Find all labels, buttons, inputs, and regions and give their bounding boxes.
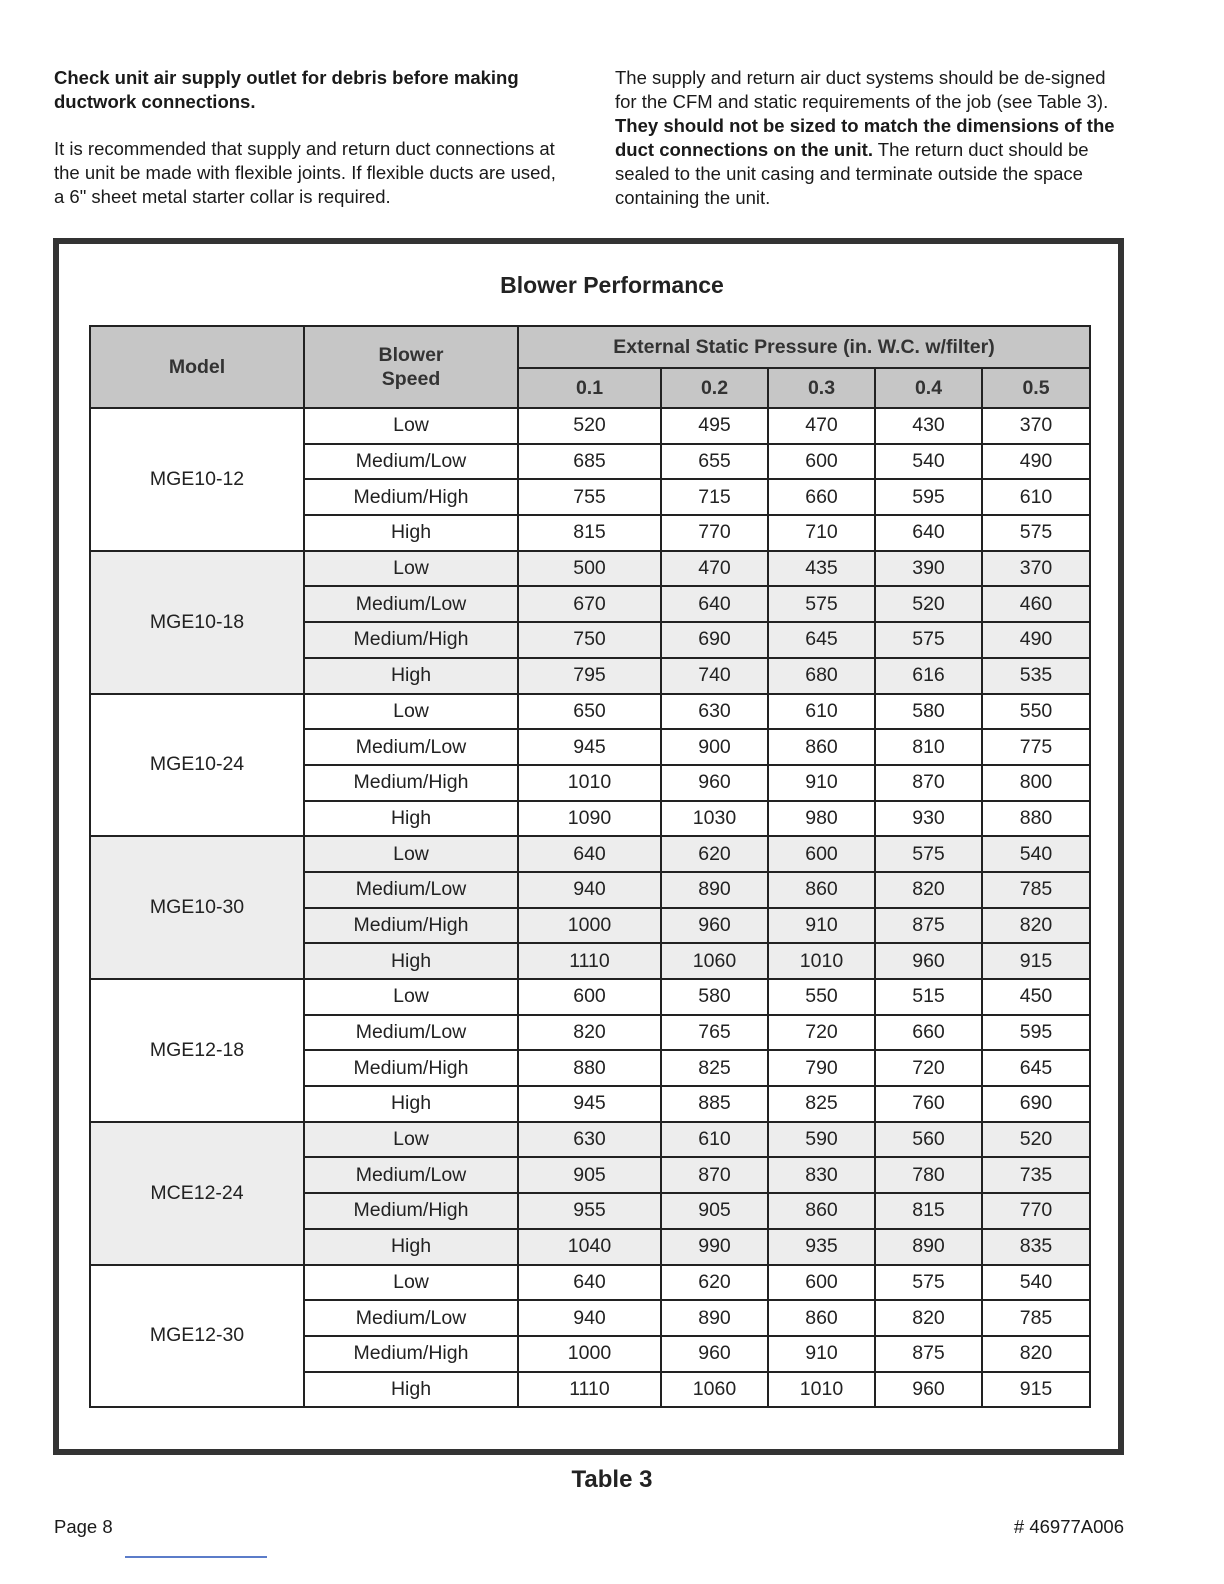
value-cell: 470 <box>768 408 875 444</box>
model-cell: MGE10-24 <box>90 694 304 837</box>
value-cell: 715 <box>661 479 768 515</box>
speed-cell: Low <box>304 836 518 872</box>
table-row <box>90 551 1090 587</box>
value-cell: 575 <box>875 1265 982 1301</box>
model-group-mge12-30 <box>90 1265 1090 1408</box>
value-cell: 1110 <box>518 1372 661 1408</box>
value-cell: 560 <box>875 1122 982 1158</box>
value-cell: 460 <box>982 586 1090 622</box>
table-row <box>90 979 1090 1015</box>
value-cell: 640 <box>661 586 768 622</box>
model-group-mce12-24 <box>90 1122 1090 1265</box>
speed-cell: Medium/High <box>304 908 518 944</box>
value-cell: 820 <box>982 908 1090 944</box>
value-cell: 785 <box>982 1300 1090 1336</box>
value-cell: 1030 <box>661 801 768 837</box>
value-cell: 580 <box>661 979 768 1015</box>
value-cell: 885 <box>661 1086 768 1122</box>
value-cell: 735 <box>982 1157 1090 1193</box>
speed-cell: High <box>304 1086 518 1122</box>
value-cell: 710 <box>768 515 875 551</box>
value-cell: 580 <box>875 694 982 730</box>
value-cell: 1010 <box>768 943 875 979</box>
value-cell: 500 <box>518 551 661 587</box>
table-row <box>90 1265 1090 1301</box>
value-cell: 795 <box>518 658 661 694</box>
duct-sizing-paragraph <box>615 66 1127 210</box>
pressure-col-header: 0.2 <box>661 368 768 408</box>
speed-cell: Low <box>304 408 518 444</box>
value-cell: 690 <box>982 1086 1090 1122</box>
model-cell: MCE12-24 <box>90 1122 304 1265</box>
value-cell: 620 <box>661 836 768 872</box>
value-cell: 775 <box>982 729 1090 765</box>
value-cell: 630 <box>518 1122 661 1158</box>
value-cell: 890 <box>661 872 768 908</box>
speed-cell: Medium/Low <box>304 1015 518 1051</box>
value-cell: 890 <box>875 1229 982 1265</box>
value-cell: 650 <box>518 694 661 730</box>
value-cell: 600 <box>768 1265 875 1301</box>
value-cell: 470 <box>661 551 768 587</box>
footer-link-underline <box>125 1556 267 1558</box>
value-cell: 495 <box>661 408 768 444</box>
pressure-header: External Static Pressure (in. W.C. w/filter) <box>518 326 1090 368</box>
value-cell: 945 <box>518 1086 661 1122</box>
value-cell: 960 <box>661 908 768 944</box>
value-cell: 430 <box>875 408 982 444</box>
value-cell: 640 <box>518 1265 661 1301</box>
value-cell: 610 <box>661 1122 768 1158</box>
value-cell: 765 <box>661 1015 768 1051</box>
speed-cell: Medium/High <box>304 1336 518 1372</box>
value-cell: 515 <box>875 979 982 1015</box>
value-cell: 860 <box>768 1300 875 1336</box>
debris-warning: Check unit air supply outlet for debris before making ductwork connections. <box>54 67 519 112</box>
value-cell: 600 <box>768 836 875 872</box>
value-cell: 960 <box>875 943 982 979</box>
model-cell: MGE12-30 <box>90 1265 304 1408</box>
value-cell: 860 <box>768 729 875 765</box>
value-cell: 590 <box>768 1122 875 1158</box>
value-cell: 930 <box>875 801 982 837</box>
value-cell: 690 <box>661 622 768 658</box>
value-cell: 540 <box>982 836 1090 872</box>
value-cell: 595 <box>875 479 982 515</box>
value-cell: 825 <box>768 1086 875 1122</box>
value-cell: 910 <box>768 908 875 944</box>
value-cell: 595 <box>982 1015 1090 1051</box>
speed-cell: Medium/High <box>304 765 518 801</box>
model-cell: MGE10-18 <box>90 551 304 694</box>
speed-cell: Low <box>304 1122 518 1158</box>
value-cell: 910 <box>768 1336 875 1372</box>
value-cell: 740 <box>661 658 768 694</box>
value-cell: 575 <box>875 622 982 658</box>
left-column <box>54 66 566 232</box>
value-cell: 815 <box>518 515 661 551</box>
value-cell: 720 <box>875 1050 982 1086</box>
value-cell: 915 <box>982 943 1090 979</box>
model-group-mge10-30 <box>90 836 1090 979</box>
table-row <box>90 836 1090 872</box>
value-cell: 720 <box>768 1015 875 1051</box>
speed-header <box>304 326 518 408</box>
value-cell: 575 <box>768 586 875 622</box>
value-cell: 520 <box>518 408 661 444</box>
value-cell: 890 <box>661 1300 768 1336</box>
value-cell: 990 <box>661 1229 768 1265</box>
value-cell: 520 <box>875 586 982 622</box>
value-cell: 645 <box>768 622 875 658</box>
value-cell: 905 <box>518 1157 661 1193</box>
value-cell: 1010 <box>518 765 661 801</box>
value-cell: 535 <box>982 658 1090 694</box>
value-cell: 660 <box>768 479 875 515</box>
value-cell: 820 <box>982 1336 1090 1372</box>
speed-cell: Low <box>304 551 518 587</box>
value-cell: 1010 <box>768 1372 875 1408</box>
value-cell: 370 <box>982 551 1090 587</box>
value-cell: 600 <box>518 979 661 1015</box>
value-cell: 610 <box>768 694 875 730</box>
value-cell: 880 <box>982 801 1090 837</box>
value-cell: 450 <box>982 979 1090 1015</box>
pressure-col-header: 0.1 <box>518 368 661 408</box>
value-cell: 620 <box>661 1265 768 1301</box>
value-cell: 680 <box>768 658 875 694</box>
value-cell: 575 <box>982 515 1090 551</box>
value-cell: 685 <box>518 444 661 480</box>
value-cell: 550 <box>982 694 1090 730</box>
value-cell: 520 <box>982 1122 1090 1158</box>
value-cell: 640 <box>875 515 982 551</box>
speed-cell: Medium/High <box>304 1193 518 1229</box>
speed-cell: Low <box>304 694 518 730</box>
value-cell: 1060 <box>661 1372 768 1408</box>
value-cell: 1110 <box>518 943 661 979</box>
table-caption: Table 3 <box>571 1466 653 1493</box>
value-cell: 616 <box>875 658 982 694</box>
value-cell: 860 <box>768 872 875 908</box>
value-cell: 370 <box>982 408 1090 444</box>
value-cell: 820 <box>875 872 982 908</box>
value-cell: 800 <box>982 765 1090 801</box>
value-cell: 645 <box>982 1050 1090 1086</box>
value-cell: 600 <box>768 444 875 480</box>
page-number: Page 8 <box>54 1516 113 1537</box>
value-cell: 670 <box>518 586 661 622</box>
value-cell: 935 <box>768 1229 875 1265</box>
value-cell: 770 <box>982 1193 1090 1229</box>
model-cell: MGE12-18 <box>90 979 304 1122</box>
value-cell: 390 <box>875 551 982 587</box>
value-cell: 660 <box>875 1015 982 1051</box>
value-cell: 960 <box>661 765 768 801</box>
value-cell: 900 <box>661 729 768 765</box>
speed-header-text: Blower Speed <box>378 344 444 390</box>
value-cell: 540 <box>875 444 982 480</box>
speed-cell: High <box>304 658 518 694</box>
value-cell: 575 <box>875 836 982 872</box>
speed-cell: High <box>304 1229 518 1265</box>
speed-cell: Medium/Low <box>304 1300 518 1336</box>
speed-cell: Medium/Low <box>304 586 518 622</box>
value-cell: 945 <box>518 729 661 765</box>
pressure-col-header: 0.4 <box>875 368 982 408</box>
value-cell: 815 <box>875 1193 982 1229</box>
model-group-mge12-18 <box>90 979 1090 1122</box>
speed-cell: Medium/Low <box>304 1157 518 1193</box>
speed-cell: Low <box>304 1265 518 1301</box>
model-group-mge10-12 <box>90 408 1090 551</box>
value-cell: 940 <box>518 872 661 908</box>
duct-text-2: The return duct should be sealed to the unit casing and terminate outside the space containing the unit. <box>615 139 1089 208</box>
value-cell: 820 <box>875 1300 982 1336</box>
pressure-col-header: 0.5 <box>982 368 1090 408</box>
table-header <box>90 326 1090 408</box>
value-cell: 915 <box>982 1372 1090 1408</box>
table-title: Blower Performance <box>500 272 724 298</box>
speed-cell: Medium/High <box>304 622 518 658</box>
speed-cell: Low <box>304 979 518 1015</box>
value-cell: 820 <box>518 1015 661 1051</box>
value-cell: 960 <box>875 1372 982 1408</box>
model-cell: MGE10-30 <box>90 836 304 979</box>
value-cell: 435 <box>768 551 875 587</box>
value-cell: 880 <box>518 1050 661 1086</box>
value-cell: 490 <box>982 622 1090 658</box>
value-cell: 750 <box>518 622 661 658</box>
speed-cell: Medium/Low <box>304 729 518 765</box>
model-group-mge10-24 <box>90 694 1090 837</box>
speed-cell: High <box>304 515 518 551</box>
value-cell: 870 <box>661 1157 768 1193</box>
value-cell: 835 <box>982 1229 1090 1265</box>
value-cell: 875 <box>875 908 982 944</box>
table-row <box>90 1122 1090 1158</box>
value-cell: 540 <box>982 1265 1090 1301</box>
value-cell: 1090 <box>518 801 661 837</box>
model-cell: MGE10-12 <box>90 408 304 551</box>
speed-cell: High <box>304 1372 518 1408</box>
value-cell: 830 <box>768 1157 875 1193</box>
value-cell: 550 <box>768 979 875 1015</box>
speed-cell: Medium/High <box>304 479 518 515</box>
value-cell: 610 <box>982 479 1090 515</box>
value-cell: 910 <box>768 765 875 801</box>
value-cell: 1060 <box>661 943 768 979</box>
speed-cell: Medium/Low <box>304 872 518 908</box>
value-cell: 940 <box>518 1300 661 1336</box>
value-cell: 825 <box>661 1050 768 1086</box>
flexible-joints-paragraph: It is recommended that supply and return duct connections at the unit be made with flexible joints. If flexible ducts are used, a 6" sheet metal starter collar is required. <box>54 138 556 207</box>
blower-performance-table <box>89 325 1091 1408</box>
duct-text-1: The supply and return air duct systems should be de-signed for the CFM and static requirements of the job (see Table 3). <box>615 67 1109 112</box>
speed-cell: High <box>304 943 518 979</box>
value-cell: 875 <box>875 1336 982 1372</box>
speed-cell: Medium/Low <box>304 444 518 480</box>
value-cell: 760 <box>875 1086 982 1122</box>
value-cell: 780 <box>875 1157 982 1193</box>
value-cell: 1000 <box>518 1336 661 1372</box>
duct-text-bold: They should not be sized to match the dimensions of the duct connections on the unit. <box>615 115 1115 160</box>
value-cell: 980 <box>768 801 875 837</box>
value-cell: 640 <box>518 836 661 872</box>
value-cell: 810 <box>875 729 982 765</box>
model-header: Model <box>90 326 304 408</box>
value-cell: 1040 <box>518 1229 661 1265</box>
value-cell: 770 <box>661 515 768 551</box>
table-row <box>90 694 1090 730</box>
model-group-mge10-18 <box>90 551 1090 694</box>
document-number: # 46977A006 <box>1013 1516 1124 1537</box>
value-cell: 905 <box>661 1193 768 1229</box>
value-cell: 955 <box>518 1193 661 1229</box>
value-cell: 870 <box>875 765 982 801</box>
value-cell: 785 <box>982 872 1090 908</box>
right-column <box>615 66 1127 233</box>
value-cell: 860 <box>768 1193 875 1229</box>
value-cell: 655 <box>661 444 768 480</box>
value-cell: 490 <box>982 444 1090 480</box>
speed-cell: High <box>304 801 518 837</box>
value-cell: 790 <box>768 1050 875 1086</box>
speed-cell: Medium/High <box>304 1050 518 1086</box>
pressure-col-header: 0.3 <box>768 368 875 408</box>
table-row <box>90 408 1090 444</box>
value-cell: 755 <box>518 479 661 515</box>
value-cell: 630 <box>661 694 768 730</box>
value-cell: 1000 <box>518 908 661 944</box>
value-cell: 960 <box>661 1336 768 1372</box>
